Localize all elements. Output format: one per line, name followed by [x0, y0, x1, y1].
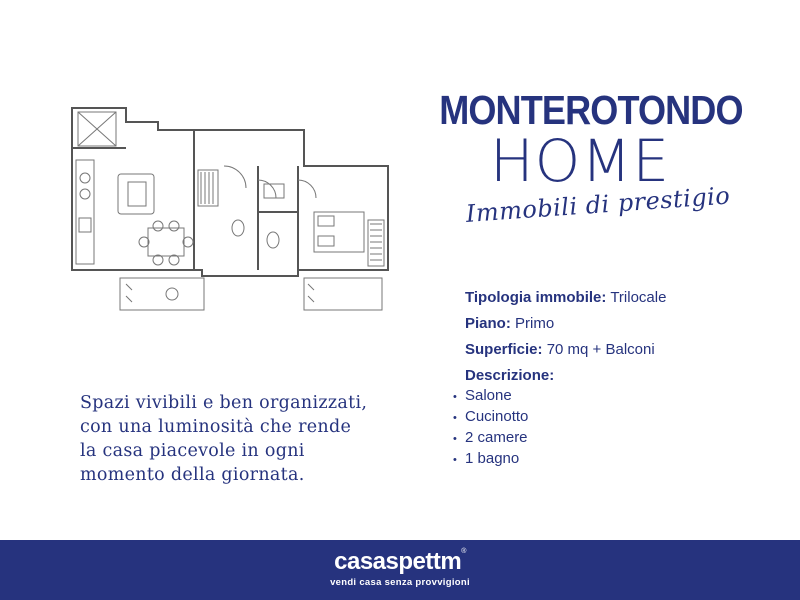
- brand-tagline: Immobili di prestigio: [465, 181, 732, 228]
- bullet-icon: •: [453, 433, 457, 445]
- logo-name: [0, 548, 800, 576]
- casaspettm-logo[interactable]: [0, 548, 800, 588]
- spec-piano: [465, 314, 666, 340]
- list-item: [453, 428, 654, 449]
- spec-piano-value: Primo: [515, 315, 555, 332]
- bullet-icon: •: [453, 391, 457, 403]
- registered-icon: ®: [461, 548, 466, 555]
- spec-piano-label: Piano:: [465, 315, 511, 332]
- logo-text: casaspettm: [334, 548, 462, 575]
- bullet-icon: •: [453, 454, 457, 466]
- spec-superficie: [465, 340, 666, 366]
- descrizione-list: [453, 386, 654, 470]
- spec-tipologia-label: Tipologia immobile:: [465, 289, 607, 306]
- blurb-line: con una luminosità che rende: [80, 417, 352, 437]
- list-item: [453, 449, 654, 470]
- descrizione-item-text: 1 bagno: [465, 450, 520, 467]
- spec-tipologia-value: Trilocale: [610, 289, 667, 306]
- descrizione-item-text: 2 camere: [465, 429, 528, 446]
- spec-superficie-label: Superficie:: [465, 341, 543, 358]
- list-item: [453, 386, 654, 407]
- spec-superficie-value: 70 mq + Balconi: [546, 341, 655, 358]
- brand-line-monterotondo: MONTEROTONDO: [439, 87, 743, 133]
- footer-bar: [0, 540, 800, 600]
- list-item: [453, 407, 654, 428]
- descrizione-item-text: Salone: [465, 387, 512, 404]
- description-blurb: [80, 391, 420, 487]
- blurb-line: momento della giornata.: [80, 465, 305, 485]
- blurb-line: Spazi vivibili e ben organizzati,: [80, 393, 368, 413]
- spec-tipologia: [465, 288, 666, 314]
- logo-subtitle: vendi casa senza provvigioni: [330, 577, 470, 588]
- property-specs: [453, 288, 667, 470]
- descrizione-item-text: Cucinotto: [465, 408, 529, 425]
- brand-title: [420, 86, 743, 195]
- blurb-line: la casa piacevole in ogni: [80, 441, 305, 461]
- bullet-icon: •: [453, 412, 457, 424]
- spec-descrizione-label: Descrizione:: [465, 367, 555, 384]
- floorplan-image: [68, 100, 398, 325]
- brand-line-home: HOME: [490, 127, 670, 195]
